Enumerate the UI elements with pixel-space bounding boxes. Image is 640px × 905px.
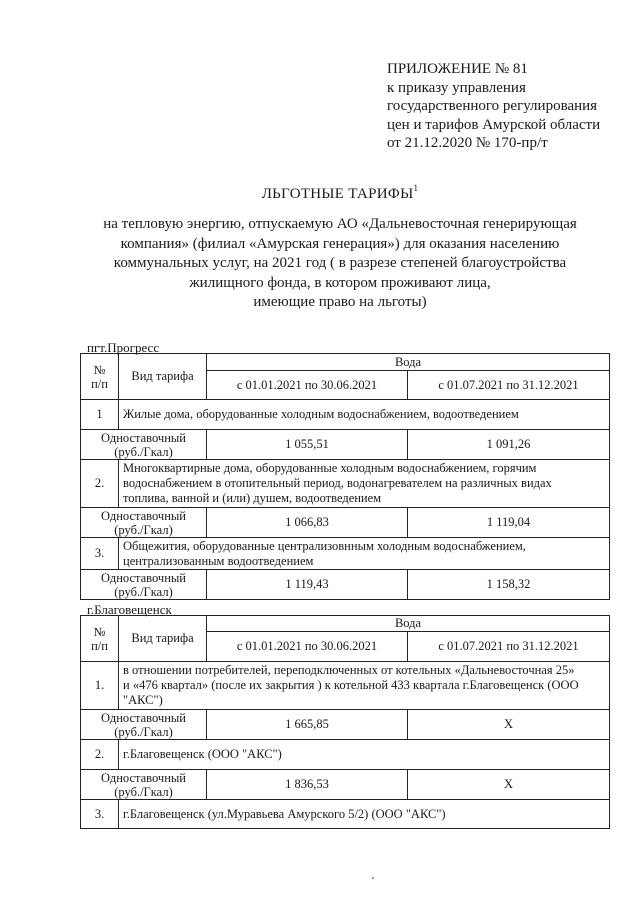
row-description: Общежития, оборудованные централизовнным холодным водоснабжением, централизованным водоотведением [119, 538, 610, 570]
header-water: Вода [207, 354, 610, 371]
document-title [0, 183, 640, 203]
subtitle-line: компания» (филиал «Амурская генерация») для оказания населению [120, 235, 560, 252]
appendix-number: ПРИЛОЖЕНИЕ № 81 [387, 61, 528, 77]
row-num: 2. [81, 740, 119, 770]
tariff-table-blagoveshchensk [80, 615, 610, 829]
document-subtitle [0, 215, 640, 313]
appendix-line: государственного регулирования [387, 98, 598, 114]
title-text: ЛЬГОТНЫЕ ТАРИФЫ [261, 186, 414, 202]
value-period-1: 1 066,83 [207, 508, 408, 538]
appendix-block [387, 60, 600, 153]
appendix-line: от 21.12.2020 № 170-пр/т [387, 135, 548, 151]
rate-label: Одноставочный (руб./Гкал) [81, 570, 207, 600]
value-period-1: 1 836,53 [207, 770, 408, 800]
header-period-1: с 01.01.2021 по 30.06.2021 [207, 632, 408, 662]
row-description: Жилые дома, оборудованные холодным водоснабжением, водоотведением [119, 400, 610, 430]
value-period-2: Х [408, 710, 610, 740]
rate-label: Одноставочный (руб./Гкал) [81, 508, 207, 538]
value-period-2: 1 091,26 [408, 430, 610, 460]
row-num: 3. [81, 538, 119, 570]
tariff-table-progress [80, 353, 610, 600]
subtitle-line: коммунальных услуг, на 2021 год ( в разрезе степеней благоустройства [113, 255, 567, 271]
section-location: г.Благовещенск [87, 602, 172, 617]
section-location: пгт.Прогресс [87, 340, 160, 355]
subtitle-line: имеющие право на льготы) [253, 294, 427, 310]
row-description: в отношении потребителей, переподключенных от котельных «Дальневосточная 25» и «476 квартал» (после их закрытия ) к котельной 433 квартала г.Благовещенск (ООО "АКС") [119, 662, 610, 710]
header-num: № п/п [81, 354, 119, 400]
appendix-line: к приказу управления [387, 79, 526, 96]
rate-label: Одноставочный (руб./Гкал) [81, 710, 207, 740]
header-period-2: с 01.07.2021 по 31.12.2021 [408, 371, 610, 400]
value-period-2: Х [408, 770, 610, 800]
subtitle-line: на тепловую энергию, отпускаемую АО «Дальневосточная генерирующая [103, 216, 577, 232]
header-tariff-type: Вид тарифа [119, 354, 207, 400]
row-num: 1. [81, 662, 119, 710]
row-description: г.Благовещенск (ООО "АКС") [119, 740, 610, 770]
scan-artifact [372, 877, 374, 879]
row-num: 1 [81, 400, 119, 430]
header-water: Вода [207, 616, 610, 632]
rate-label: Одноставочный (руб./Гкал) [81, 430, 207, 460]
row-description: г.Благовещенск (ул.Муравьева Амурского 5/2) (ООО "АКС") [119, 800, 610, 829]
title-footnote: 1 [413, 183, 419, 193]
value-period-2: 1 119,04 [408, 508, 610, 538]
row-num: 3. [81, 800, 119, 829]
header-period-2: с 01.07.2021 по 31.12.2021 [408, 632, 610, 662]
row-num: 2. [81, 460, 119, 508]
value-period-1: 1 119,43 [207, 570, 408, 600]
header-tariff-type: Вид тарифа [119, 616, 207, 662]
header-num: № п/п [81, 616, 119, 662]
rate-label: Одноставочный (руб./Гкал) [81, 770, 207, 800]
subtitle-line: жилищного фонда, в котором проживают лица, [189, 274, 491, 291]
row-description: Многоквартирные дома, оборудованные холодным водоснабжением, горячим водоснабжением в отопительный период, водонагревателем на различных видах топлива, ванной и (или) душем, водоотведением [119, 460, 610, 508]
header-period-1: с 01.01.2021 по 30.06.2021 [207, 371, 408, 400]
appendix-line: цен и тарифов Амурской области [387, 116, 601, 133]
value-period-1: 1 055,51 [207, 430, 408, 460]
value-period-2: 1 158,32 [408, 570, 610, 600]
value-period-1: 1 665,85 [207, 710, 408, 740]
